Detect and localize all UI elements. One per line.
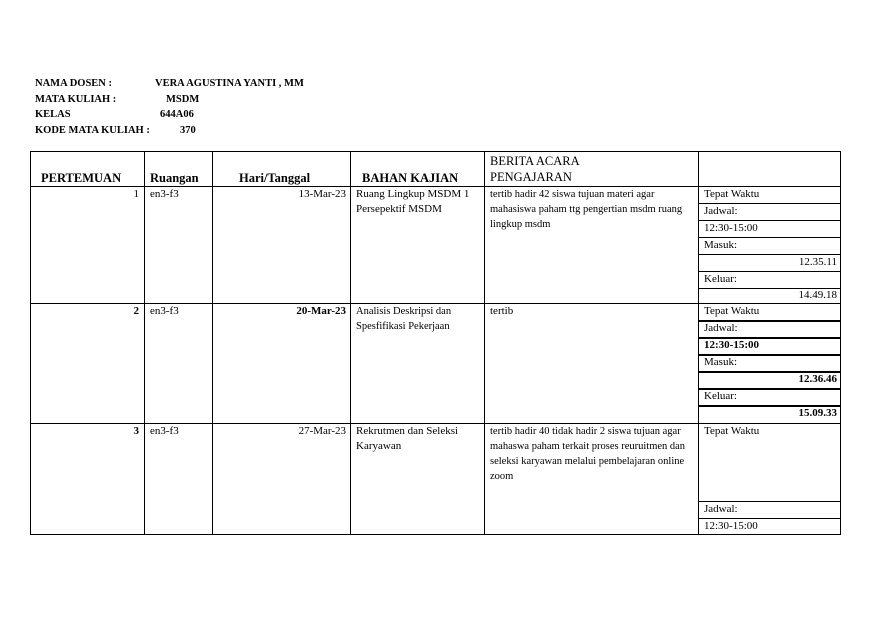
column-header-ruangan: Ruangan [150, 171, 199, 185]
tanggal-cell: 27-Mar-23 [298, 425, 346, 437]
column-header-berita-line1: BERITA ACARA [490, 154, 580, 168]
pertemuan-number: 3 [133, 425, 139, 437]
jadwal-value: 12:30-15:00 [704, 520, 758, 532]
column-divider [484, 152, 485, 534]
column-divider [350, 152, 351, 534]
jadwal-value: 12:30-15:00 [704, 339, 759, 351]
masuk-label: Masuk: [704, 356, 737, 368]
column-header-bahan: BAHAN KAJIAN [362, 171, 459, 185]
ruangan-cell: en3-f3 [150, 425, 179, 437]
keluar-label: Keluar: [704, 390, 737, 402]
column-header-pertemuan: PERTEMUAN [41, 171, 122, 185]
column-header-tanggal: Hari/Tanggal [239, 171, 311, 185]
status-cell: Tepat Waktu [704, 425, 760, 437]
masuk-value: 12.36.46 [798, 373, 837, 385]
kode-label: KODE MATA KULIAH : [35, 124, 150, 136]
status-cell: Tepat Waktu [704, 305, 760, 317]
masuk-label: Masuk: [704, 239, 737, 251]
kode-value: 370 [180, 124, 196, 136]
pertemuan-number: 1 [133, 188, 139, 200]
bahan-cell: Rekrutmen dan Seleksi Karyawan [356, 425, 459, 452]
attendance-table [30, 151, 841, 535]
keluar-value: 15.09.33 [798, 407, 837, 419]
masuk-value: 12.35.11 [798, 256, 837, 268]
kelas-label: KELAS [35, 109, 71, 120]
berita-cell: tertib hadir 42 siswa tujuan materi agar mahasiswa paham ttg pengertian msdm ruang lingkup msdm [490, 189, 683, 230]
dosen-value: VERA AGUSTINA YANTI , MM [155, 78, 304, 89]
column-divider [144, 152, 145, 534]
column-header-berita [490, 153, 580, 185]
jadwal-value: 12:30-15:00 [704, 222, 758, 234]
bahan-cell: Ruang Lingkup MSDM 1 Persepektif MSDM [356, 188, 470, 215]
kelas-value: 644A06 [160, 109, 194, 120]
bahan-cell: Analisis Deskripsi dan Spesfifikasi Pekerjaan [356, 306, 452, 332]
matkul-value: MSDM [166, 93, 200, 105]
pertemuan-number: 2 [133, 305, 139, 317]
tanggal-cell: 20-Mar-23 [296, 305, 346, 317]
keluar-value: 14.49.18 [798, 289, 837, 301]
keluar-label: Keluar: [704, 273, 737, 285]
tanggal-cell: 13-Mar-23 [298, 188, 346, 200]
column-divider [212, 152, 213, 534]
dosen-label: NAMA DOSEN : [35, 78, 113, 89]
ruangan-cell: en3-f3 [150, 188, 179, 200]
ruangan-cell: en3-f3 [150, 305, 179, 317]
matkul-label: MATA KULIAH : [35, 93, 117, 105]
berita-cell: tertib [490, 305, 514, 317]
jadwal-label: Jadwal: [704, 205, 738, 217]
status-cell: Tepat Waktu [704, 188, 760, 200]
column-divider [698, 152, 699, 534]
column-header-berita-line2: PENGAJARAN [490, 170, 572, 184]
jadwal-label: Jadwal: [704, 503, 738, 515]
berita-cell: tertib hadir 40 tidak hadir 2 siswa tujuan agar mahaswa paham terkait proses reuruitmen dan seleksi karyawan melalui pembelajaran online zoom [490, 426, 686, 482]
jadwal-label: Jadwal: [704, 322, 738, 334]
